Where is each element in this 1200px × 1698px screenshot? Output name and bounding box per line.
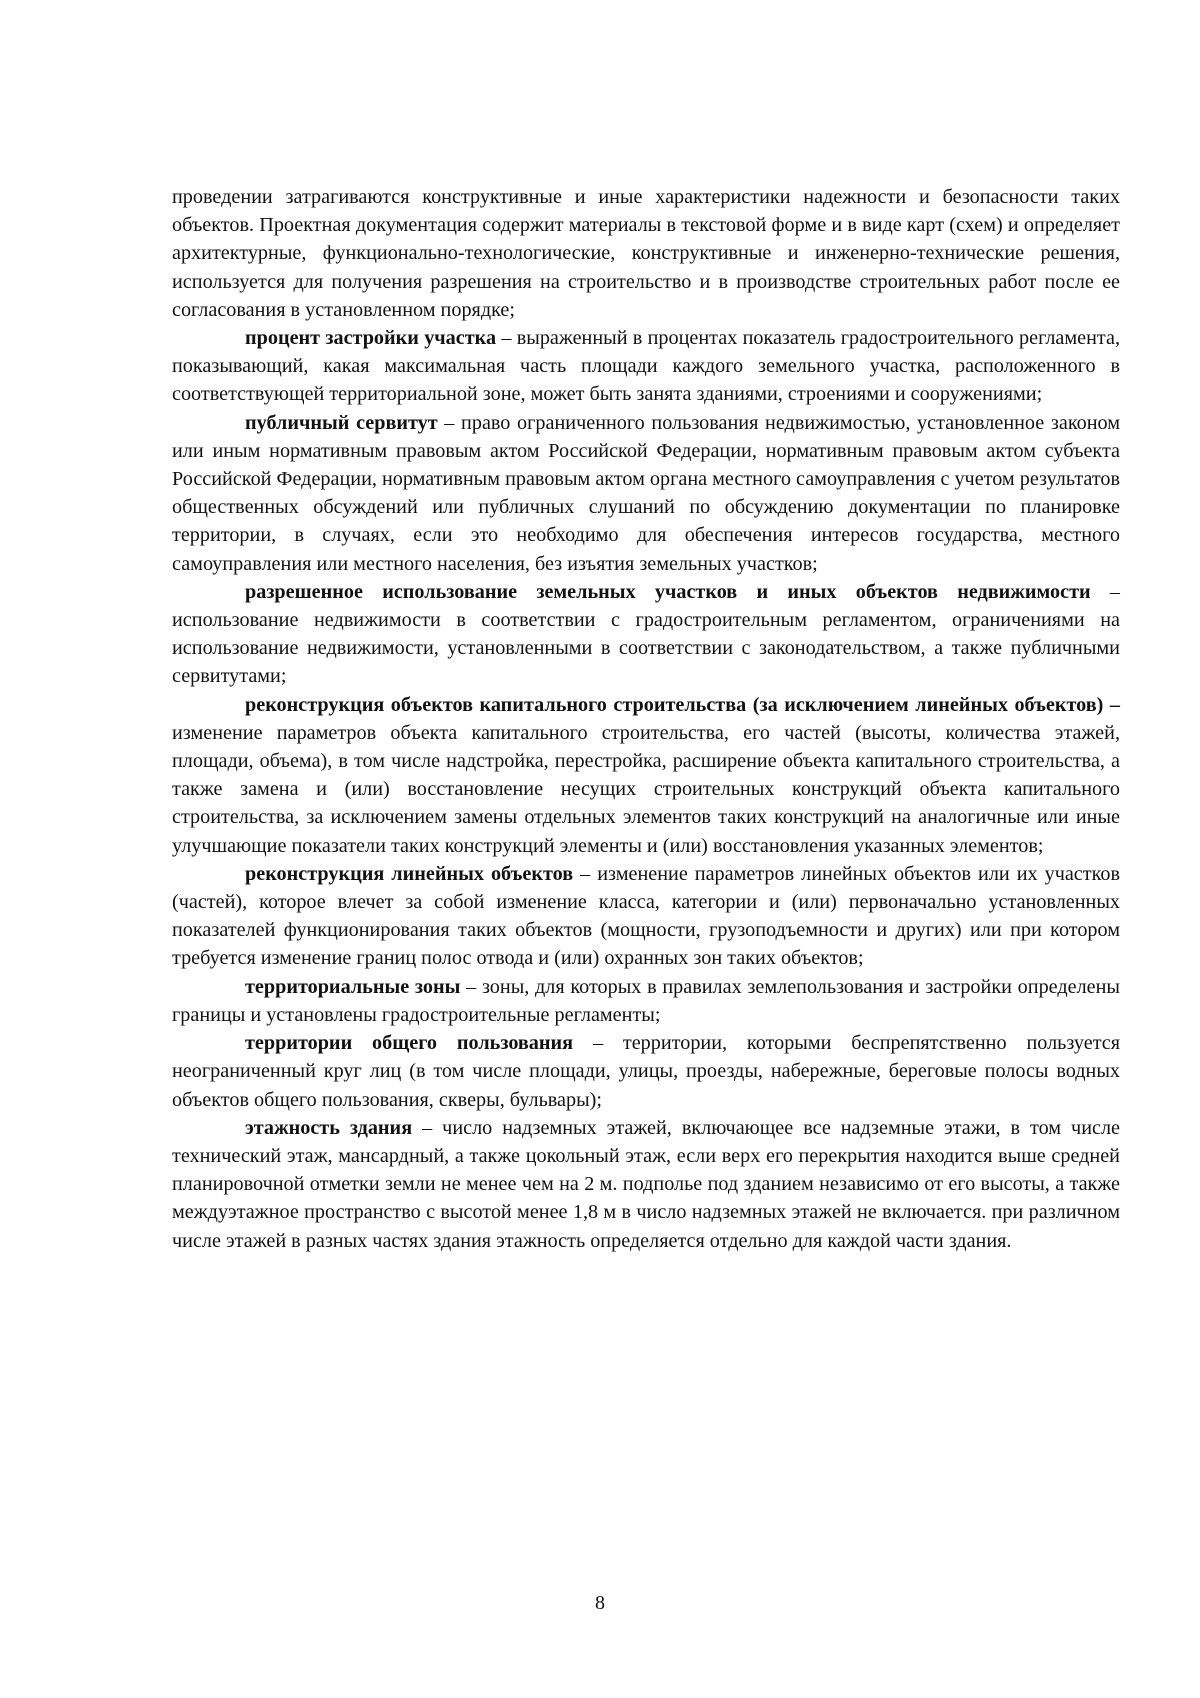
definition-text: – число надземных этажей, включающее все надземные этажи, в том числе технический этаж, мансардный, а также цокольный этаж, если верх его перекрытия находится выше средней планировочной отметки земли не менее чем на 2 м. подполье под зданием независимо от его высоты, а также междуэтажное пространство с высотой менее 1,8 м в число надземных этажей не включается. при различном числе этажей в разных частях здания этажность определяется отдельно для каждой части здания. — [172, 1116, 1120, 1252]
paragraph-text: проведении затрагиваются конструктивные и иные характеристики надежности и безопасности таких объектов. Проектная документация содержит материалы в текстовой форме и в виде карт (схем) и определяет архитектурные, функционально-технологические, конструктивные и инженерно-технические решения, используется для получения разрешения на строительство и в производстве строительных работ после ее согласования в установленном порядке; — [172, 186, 1120, 321]
paragraph-definition — [172, 860, 1120, 973]
paragraph-definition — [172, 409, 1120, 578]
definition-term: публичный сервитут — [245, 411, 438, 434]
paragraph-definition — [172, 691, 1120, 860]
definition-term: разрешенное использование земельных участков и иных объектов недвижимости — [245, 580, 1091, 603]
definition-term: территориальные зоны — [245, 975, 461, 998]
definition-text: – изменение параметров линейных объектов или их участков (частей), которое влечет за собой изменение класса, категории и (или) первоначально установленных показателей функционирования таких объектов (мощности, грузоподъемности и других) или при котором требуется изменение границ полос отвода и (или) охранных зон таких объектов; — [172, 862, 1120, 970]
definition-term: этажность здания — [245, 1116, 413, 1139]
definition-text: изменение параметров объекта капитального строительства, его частей (высоты, количества этажей, площади, объема), в том числе надстройка, перестройка, расширение объекта капитального строительства, а также замена и (или) восстановление несущих строительных конструкций объекта капитального строительства, за исключением замены отдельных элементов таких конструкций на аналогичные или иные улучшающие показатели таких конструкций элементы и (или) восстановления указанных элементов; — [172, 721, 1120, 857]
definition-term: процент застройки участка — [245, 327, 497, 350]
paragraph-definition — [172, 973, 1120, 1029]
page-number: 8 — [595, 1592, 605, 1614]
definition-text: – использование недвижимости в соответствии с градостроительным регламентом, ограничениями на использование недвижимости, установленными в соответствии с законодательством, а также публичными сервитутами; — [172, 580, 1121, 688]
definition-term: территории общего пользования — [245, 1032, 574, 1055]
definition-text: – выраженный в процентах показатель градостроительного регламента, показывающий, какая максимальная часть площади каждого земельного участка, расположенного в соответствующей территориальной зоне, может быть занята зданиями, строениями и сооружениями; — [172, 327, 1120, 406]
definition-term: реконструкция линейных объектов — [245, 862, 574, 885]
body-text — [172, 183, 1120, 1255]
paragraph-definition — [172, 324, 1120, 409]
definition-term: реконструкция объектов капитального строительства (за исключением линейных объектов) – — [245, 693, 1120, 716]
paragraph-definition — [172, 1114, 1120, 1255]
definition-text: – зоны, для которых в правилах землепользования и застройки определены границы и установлены градостроительные регламенты; — [172, 975, 1120, 1026]
paragraph-definition — [172, 578, 1120, 691]
definition-text: – право ограниченного пользования недвижимостью, установленное законом или иным нормативным правовым актом Российской Федерации, нормативным правовым актом субъекта Российской Федерации, нормативным правовым актом органа местного самоуправления с учетом результатов общественных обсуждений или публичных слушаний по обсуждению документации по планировке территории, в случаях, если это необходимо для обеспечения интересов государства, местного самоуправления или местного населения, без изъятия земельных участков; — [172, 411, 1121, 575]
definition-text: – территории, которыми беспрепятственно пользуется неограниченный круг лиц (в том числе площади, улицы, проезды, набережные, береговые полосы водных объектов общего пользования, скверы, бульвары); — [172, 1032, 1121, 1111]
paragraph-continuation — [172, 183, 1120, 324]
paragraph-definition — [172, 1029, 1120, 1114]
